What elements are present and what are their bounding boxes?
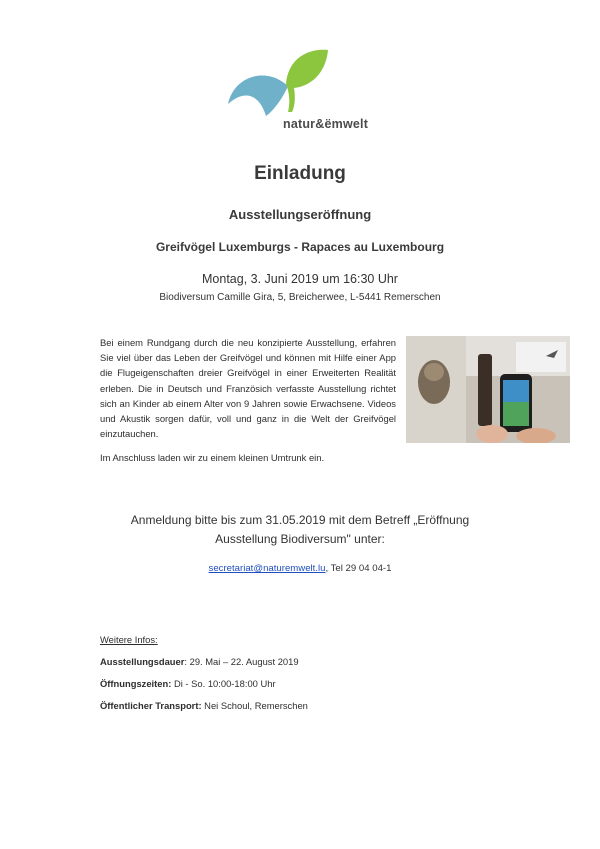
info-duration	[100, 656, 299, 667]
transport-label: Öffentlicher Transport:	[100, 700, 202, 711]
duration-label: Ausstellungsdauer	[100, 656, 185, 667]
exhibition-name: Greifvögel Luxemburgs - Rapaces au Luxembourg	[155, 240, 445, 254]
description-paragraph: Bei einem Rundgang durch die neu konzipierte Ausstellung, erfahren Sie viel über das Leben der Greifvögel und können mit Hilfe einer App die Flugeigenschaften dreier Greifvögel in einer Erweiterten Realität erleben. Die in Deutsch und Französich verfasste Ausstellung richtet sich an Kinder ab einem Alter von 9 Jahren sowie Erwachsene. Videos und Akustik sorgen dafür, voll und ganz in die Welt der Greifvögel einzutauchen.	[100, 337, 396, 440]
phone-text: , Tel 29 04 04-1	[325, 563, 392, 574]
registration-line-1: Anmeldung bitte bis zum 31.05.2019 mit dem Betreff „Eröffnung	[130, 513, 470, 527]
logo-wordmark: natur&ëmwelt	[283, 117, 369, 131]
event-date: Montag, 3. Juni 2019 um 16:30 Uhr	[202, 272, 398, 286]
page-title: Einladung	[254, 163, 346, 184]
registration-text	[0, 511, 600, 549]
info-transport	[100, 700, 308, 711]
contact-line	[0, 563, 600, 574]
email-link[interactable]: secretariat@naturemwelt.lu	[208, 563, 326, 574]
subtitle: Ausstellungseröffnung	[228, 207, 372, 222]
natur-emwelt-logo-icon	[226, 46, 330, 120]
registration-line-2: Ausstellung Biodiversum" unter:	[215, 532, 385, 546]
duration-value: : 29. Mai – 22. August 2019	[184, 656, 299, 667]
exhibition-photo	[406, 336, 570, 443]
hours-label: Öffnungszeiten:	[100, 678, 172, 689]
transport-value: Nei Schoul, Remerschen	[201, 700, 308, 711]
info-hours	[100, 678, 276, 689]
event-location: Biodiversum Camille Gira, 5, Breicherwee, L-5441 Remerschen	[159, 292, 441, 303]
reception-note: Im Anschluss laden wir zu einem kleinen Umtrunk ein.	[100, 452, 325, 463]
info-heading: Weitere Infos:	[100, 634, 158, 645]
hours-value: Di - So. 10:00-18:00 Uhr	[171, 678, 276, 689]
